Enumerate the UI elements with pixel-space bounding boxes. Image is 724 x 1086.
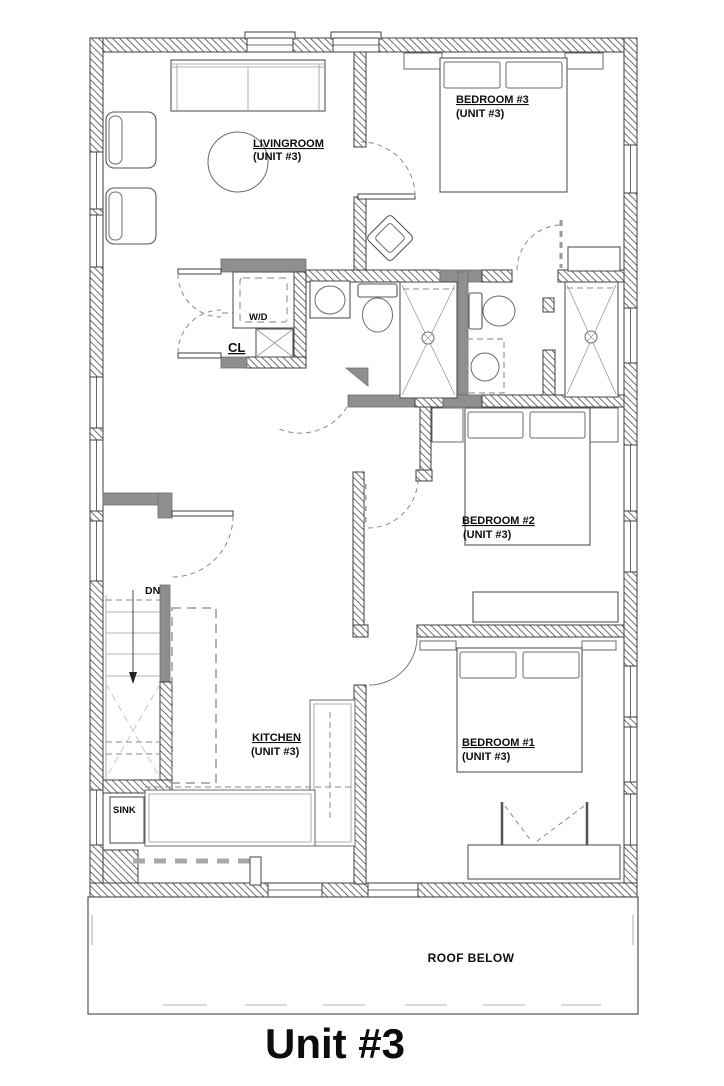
- armchair-back: [109, 192, 122, 240]
- door-leaf-kitchen: [172, 511, 233, 516]
- pillow: [530, 412, 585, 438]
- wall-living-bed3-lower: [354, 197, 366, 277]
- wall-corner-step: [103, 850, 138, 883]
- sink-label: SINK: [113, 805, 136, 816]
- wall-living-bed3-upper: [354, 52, 366, 147]
- toilet-bowl: [363, 298, 393, 332]
- kitchen-unit: (UNIT #3): [251, 746, 300, 758]
- bedroom1-name: BEDROOM #1: [462, 737, 535, 749]
- counter-right: [310, 700, 355, 846]
- washer-dryer-label: W/D: [249, 312, 268, 323]
- wall-bath-top: [306, 270, 440, 282]
- kitchen-sink: [110, 797, 144, 843]
- toilet-tank: [358, 284, 397, 297]
- wall-bath2-stub: [543, 298, 554, 312]
- livingroom-unit: (UNIT #3): [253, 151, 302, 163]
- wall-bath-top2: [482, 270, 512, 282]
- wall-bed12-right: [417, 625, 624, 637]
- stairs-down-label: DN: [145, 585, 161, 597]
- nightstand: [565, 53, 603, 69]
- counter-bottom: [145, 790, 315, 846]
- wall-bath-top3: [558, 270, 624, 282]
- roof-below-label: ROOF BELOW: [427, 951, 515, 965]
- wall-stair-lower: [160, 682, 172, 782]
- bedroom1-unit: (UNIT #3): [462, 751, 511, 763]
- armchair-back: [109, 116, 122, 164]
- pillow: [523, 652, 579, 678]
- dresser: [473, 592, 618, 622]
- wall-bath2-shower: [543, 350, 555, 397]
- bedroom3-name: BEDROOM #3: [456, 94, 529, 106]
- pillow: [506, 62, 562, 88]
- nightstand: [420, 641, 456, 650]
- pillow: [444, 62, 500, 88]
- cabinet-end: [250, 857, 261, 885]
- wall-kitchen-top: [103, 493, 165, 505]
- bedroom3-unit: (UNIT #3): [456, 108, 505, 120]
- wall-bed12-left: [353, 625, 368, 637]
- kitchen-name: KITCHEN: [252, 732, 301, 744]
- sink-basin: [315, 286, 345, 314]
- wall-kitchen-jog: [158, 493, 172, 518]
- bedroom2-name: BEDROOM #2: [462, 515, 535, 527]
- shelf: [568, 247, 620, 271]
- nightstand: [432, 408, 463, 442]
- wall-hall-bed2: [353, 472, 364, 633]
- wall-closet-bottom: [246, 357, 306, 368]
- nightstand: [588, 408, 618, 442]
- livingroom-name: LIVINGROOM: [253, 138, 324, 150]
- nightstand: [404, 53, 442, 69]
- sink-basin: [471, 353, 499, 381]
- wall-closet-bottom-stub: [221, 357, 247, 368]
- wall-closet-top: [221, 259, 306, 272]
- roof-below: [88, 897, 638, 1014]
- nightstand: [582, 641, 616, 650]
- roof-outline: [88, 897, 638, 1014]
- toilet-tank: [469, 293, 482, 329]
- door-leaf-closet-top: [178, 269, 221, 274]
- wall-bed2-stub: [420, 407, 431, 472]
- bedroom2-unit: (UNIT #3): [463, 529, 512, 541]
- wall-closet-right: [294, 272, 306, 360]
- door-leaf-bed3: [358, 194, 415, 199]
- closet-label: CL: [228, 340, 246, 355]
- toilet-bowl: [483, 296, 515, 326]
- unit-title: Unit #3: [264, 1020, 406, 1067]
- closet-shelf: [468, 845, 620, 879]
- pillow: [460, 652, 516, 678]
- wall-kitchen-bed1: [354, 685, 366, 884]
- door-leaf-closet-bottom: [178, 353, 221, 358]
- wall-bed2-stub-foot: [416, 470, 432, 481]
- closet-laundry: [228, 272, 294, 357]
- wall-bottom: [90, 883, 637, 897]
- wall-stair-upper: [160, 585, 170, 683]
- pillow: [468, 412, 523, 438]
